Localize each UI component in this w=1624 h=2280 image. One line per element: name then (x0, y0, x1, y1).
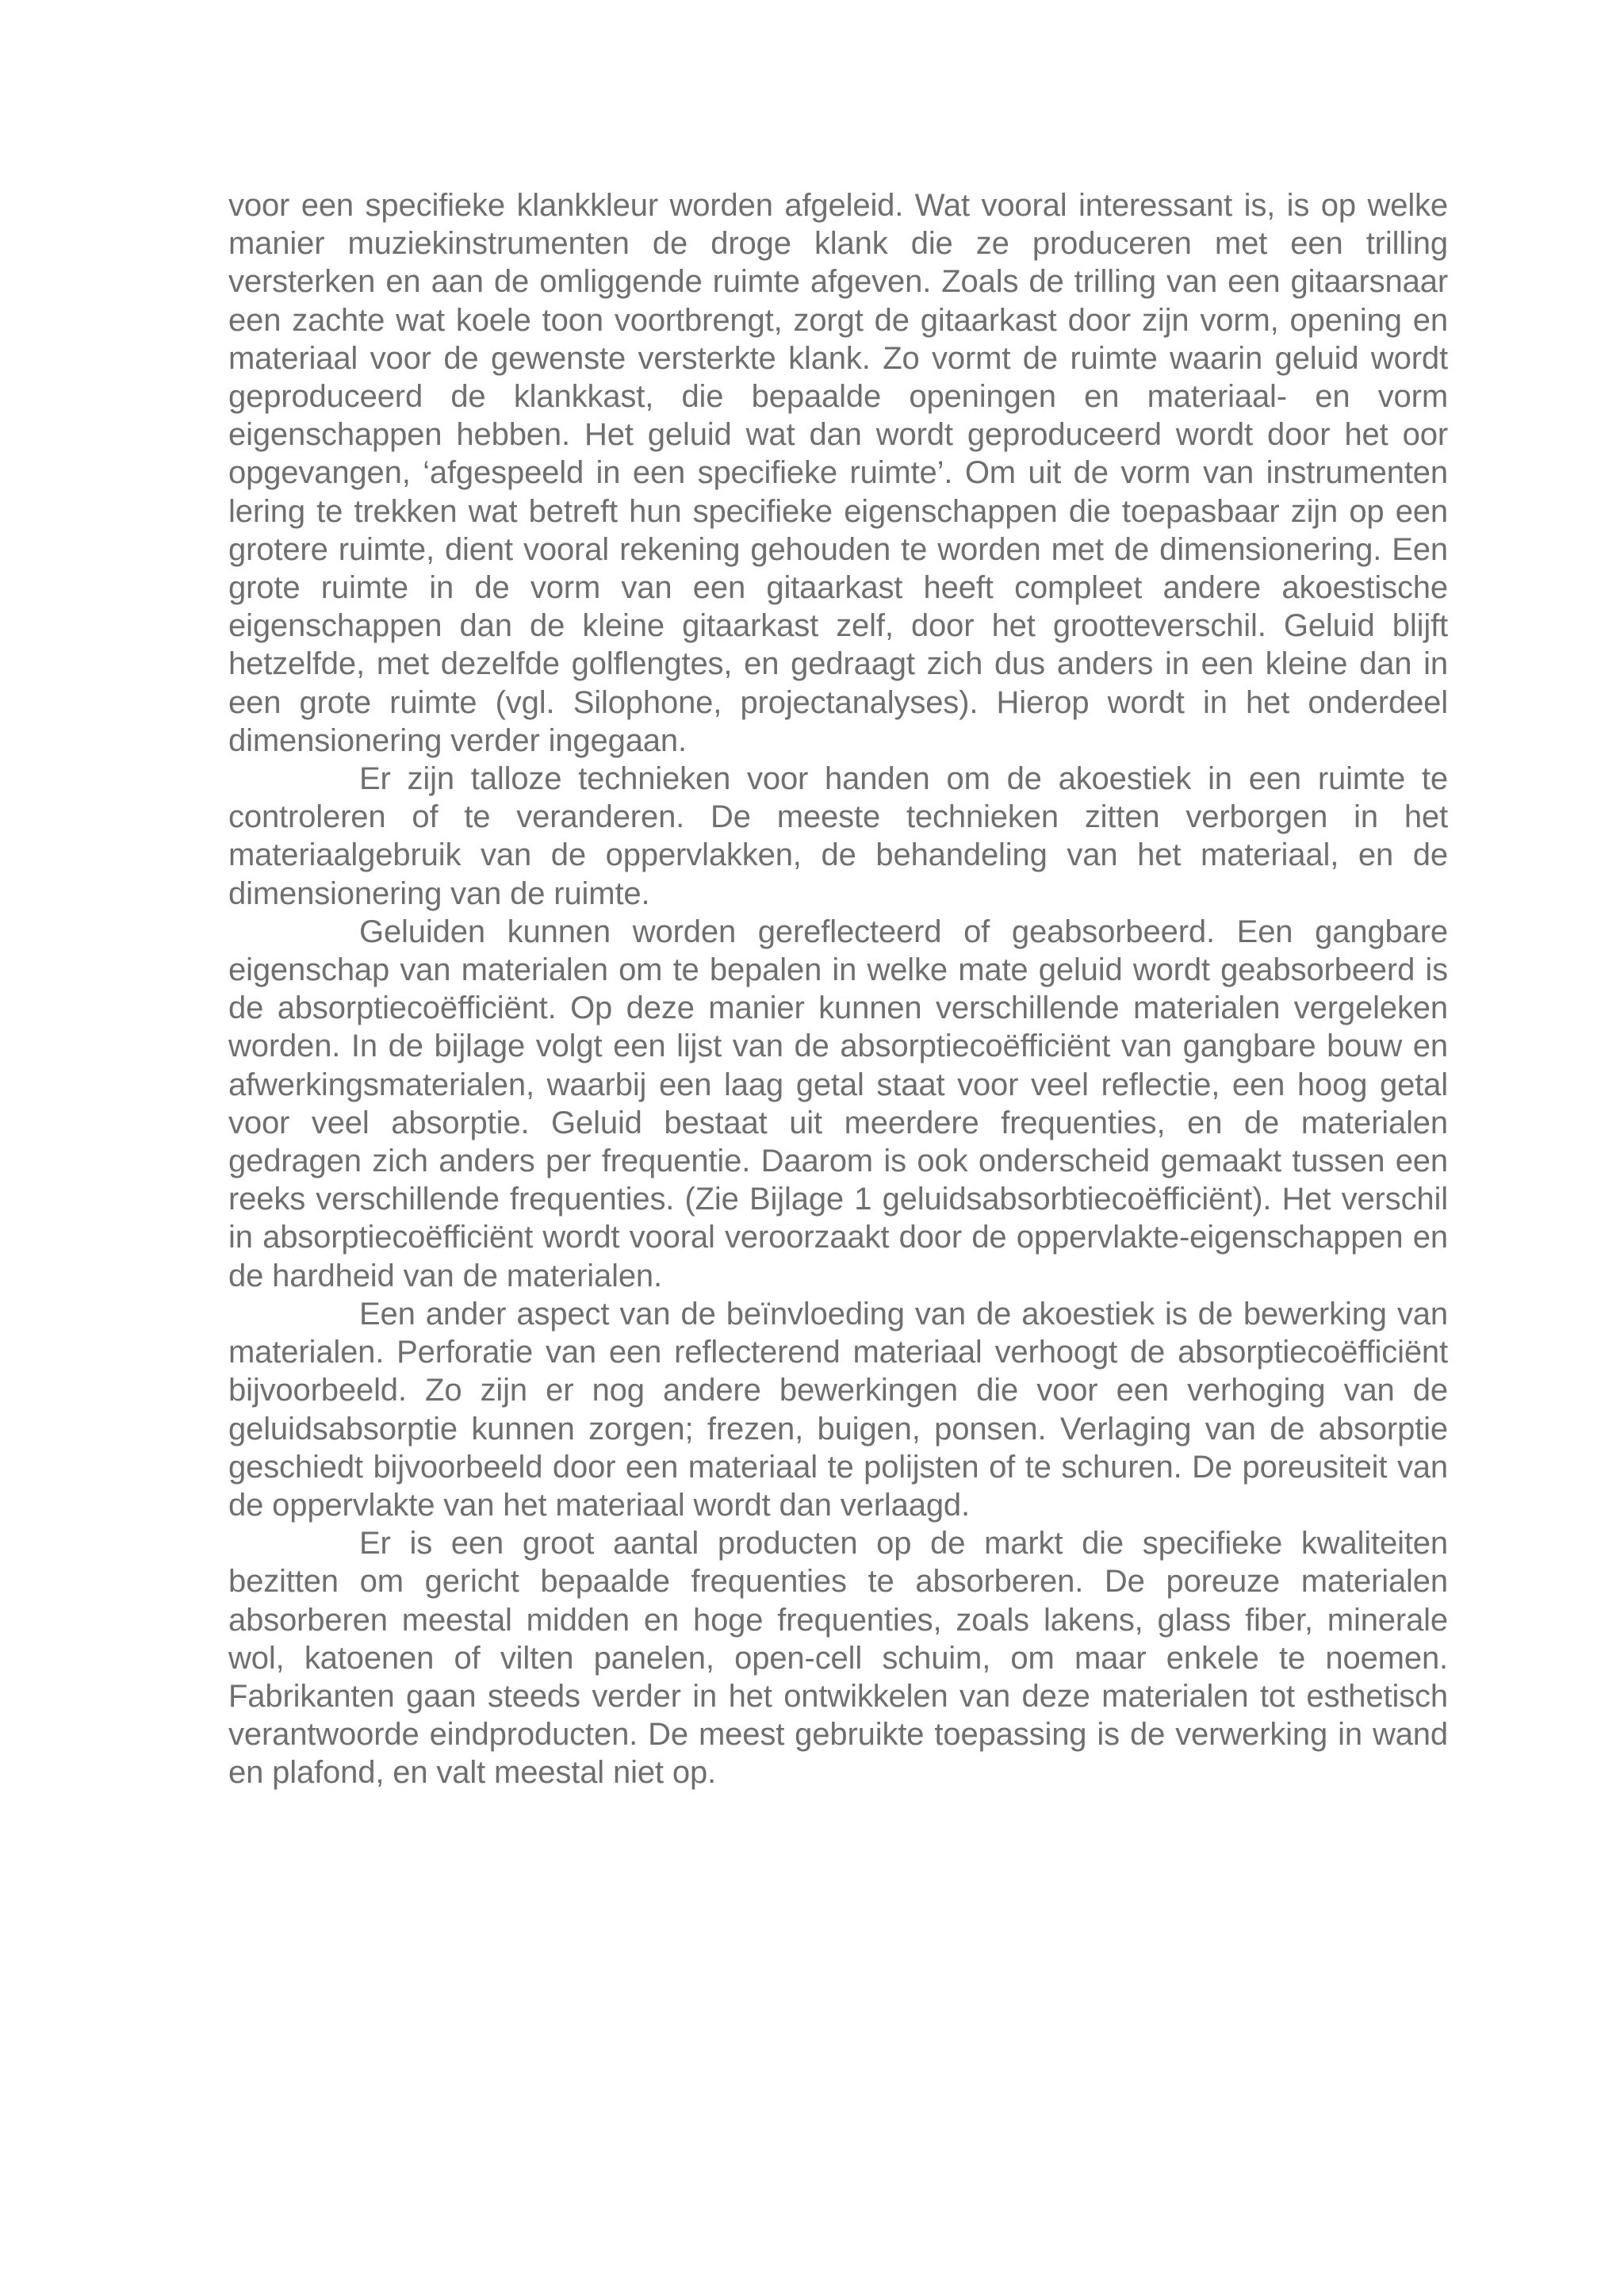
paragraph-1: voor een specifieke klankkleur worden afgeleid. Wat vooral interessant is, is op welke manier muziekinstrumenten de droge klank die ze produceren met een trilling versterken en aan de omliggende ruimte afgeven. Zoals de trilling van een gitaarsnaar een zachte wat koele toon voortbrengt, zorgt de gitaarkast door zijn vorm, opening en materiaal voor de gewenste versterkte klank. Zo vormt de ruimte waarin geluid wordt geproduceerd de klankkast, die bepaalde openingen en materiaal- en vorm eigenschappen hebben. Het geluid wat dan wordt geproduceerd wordt door het oor opgevangen, ‘afgespeeld in een specifieke ruimte’. Om uit de vorm van instrumenten lering te trekken wat betreft hun specifieke eigenschappen die toepasbaar zijn op een grotere ruimte, dient vooral rekening gehouden te worden met de dimensionering. Een grote ruimte in de vorm van een gitaarkast heeft compleet andere akoestische eigenschappen dan de kleine gitaarkast zelf, door het grootteverschil. Geluid blijft hetzelfde, met dezelfde golflengtes, en gedraagt zich dus anders in een kleine dan in een grote ruimte (vgl. Silophone, projectanalyses). Hierop wordt in het onderdeel dimensionering verder ingegaan. (228, 188, 1448, 758)
paragraph-3: Geluiden kunnen worden gereflecteerd of geabsorbeerd. Een gangbare eigenschap van materialen om te bepalen in welke mate geluid wordt geabsorbeerd is de absorptiecoëfficiënt. Op deze manier kunnen verschillende materialen vergeleken worden. In de bijlage volgt een lijst van de absorptiecoëfficiënt van gangbare bouw en afwerkingsmaterialen, waarbij een laag getal staat voor veel reflectie, een hoog getal voor veel absorptie. Geluid bestaat uit meerdere frequenties, en de materialen gedragen zich anders per frequentie. Daarom is ook onderscheid gemaakt tussen een reeks verschillende frequenties. (Zie Bijlage 1 geluidsabsorbtiecoëfficiënt). Het verschil in absorptiecoëfficiënt wordt vooral veroorzaakt door de oppervlakte-eigenschappen en de hardheid van de materialen. (228, 914, 1448, 1293)
body-text (228, 186, 1448, 1792)
paragraph-4: Een ander aspect van de beïnvloeding van de akoestiek is de bewerking van materialen. Perforatie van een reflecterend materiaal verhoogt de absorptiecoëfficiënt bijvoorbeeld. Zo zijn er nog andere bewerkingen die voor een verhoging van de geluidsabsorptie kunnen zorgen; frezen, buigen, ponsen. Verlaging van de absorptie geschiedt bijvoorbeeld door een materiaal te polijsten of te schuren. De poreusiteit van de oppervlakte van het materiaal wordt dan verlaagd. (228, 1296, 1448, 1523)
paragraph-2: Er zijn talloze technieken voor handen om de akoestiek in een ruimte te controleren of te veranderen. De meeste technieken zitten verborgen in het materiaalgebruik van de oppervlakken, de behandeling van het materiaal, en de dimensionering van de ruimte. (228, 761, 1448, 911)
paragraph-5: Er is een groot aantal producten op de markt die specifieke kwaliteiten bezitten om gericht bepaalde frequenties te absorberen. De poreuze materialen absorberen meestal midden en hoge frequenties, zoals lakens, glass fiber, minerale wol, katoenen of vilten panelen, open-cell schuim, om maar enkele te noemen. Fabrikanten gaan steeds verder in het ontwikkelen van deze materialen tot esthetisch verantwoorde eindproducten. De meest gebruikte toepassing is de verwerking in wand en plafond, en valt meestal niet op. (228, 1526, 1448, 1791)
